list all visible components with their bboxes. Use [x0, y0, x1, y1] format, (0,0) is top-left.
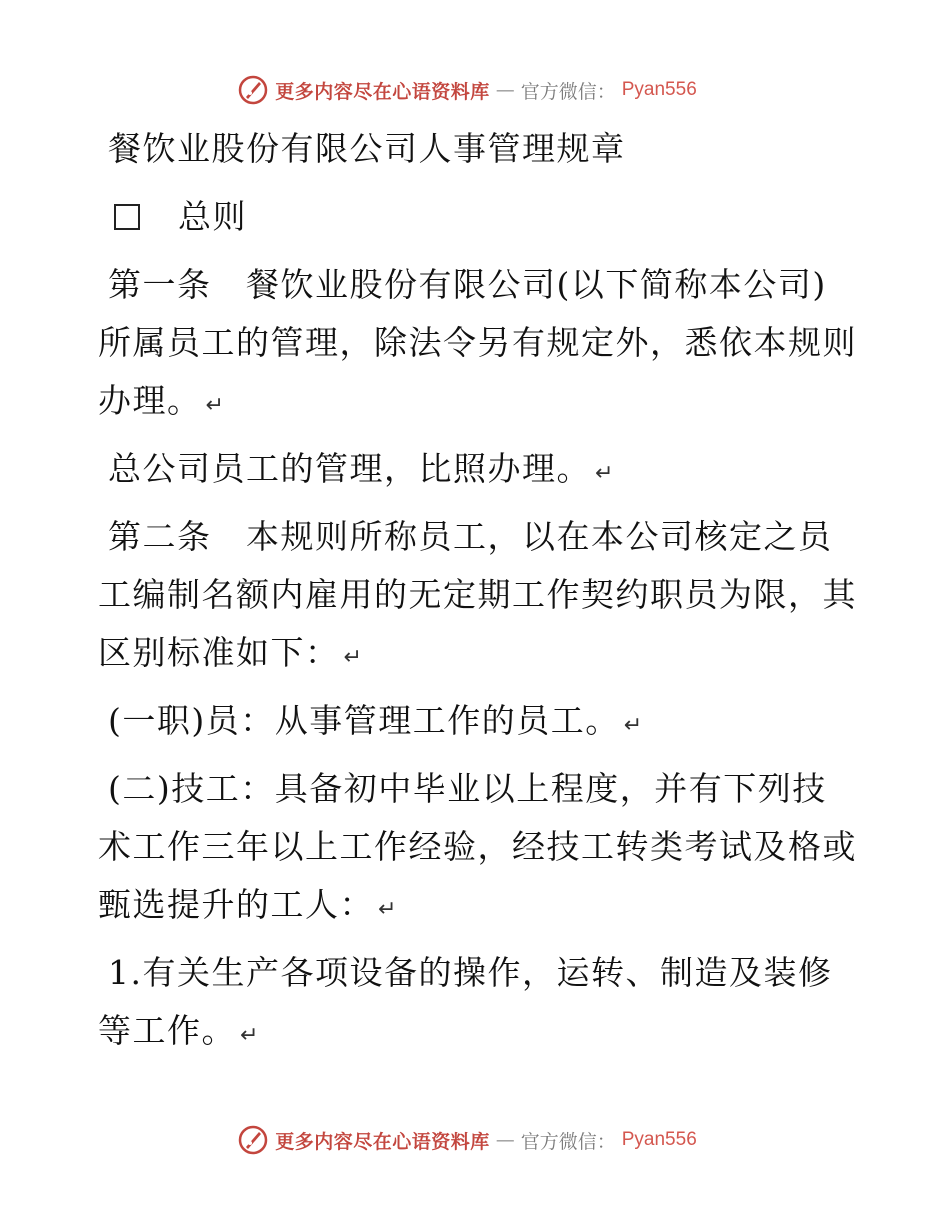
subitem-1-line-2: 等工作。 ↵ [98, 1011, 259, 1050]
footer-banner [0, 1120, 950, 1160]
article-1-line-2: 所属员工的管理，除法令另有规定外，悉依本规则 [98, 323, 857, 362]
article-2-line-1: 第二条 本规则所称员工，以在本公司核定之员 [108, 517, 833, 556]
paragraph-mark-icon: ↵ [240, 1023, 259, 1048]
banner-slogan: 更多内容尽在心语资料库 [275, 1130, 490, 1153]
header-banner [0, 70, 950, 110]
banner-slogan: 更多内容尽在心语资料库 [275, 80, 490, 103]
paragraph-mark-icon: ↵ [378, 897, 397, 922]
item-2-line-2: 术工作三年以上工作经验，经技工转类考试及格或 [98, 827, 857, 866]
document-title: 餐饮业股份有限公司人事管理规章 [108, 129, 626, 168]
paragraph-mark-icon: ↵ [595, 461, 614, 486]
banner-wechat-id: Pyan556 [621, 1129, 697, 1150]
paragraph-mark-icon: ↵ [623, 713, 643, 738]
article-2-line-3: 区别标准如下： ↵ [98, 633, 362, 672]
article-1-line-1: 第一条 餐饮业股份有限公司(以下简称本公司) [108, 265, 827, 304]
quill-logo-icon [237, 1124, 269, 1156]
document-body [98, 120, 858, 1060]
banner-content [237, 1124, 697, 1156]
article-1-line-4: 总公司员工的管理，比照办理。 ↵ [108, 449, 614, 488]
checkbox-square-icon [114, 204, 140, 230]
banner-dash: — [495, 79, 515, 101]
item-2-line-1: (二)技工：具备初中毕业以上程度，并有下列技 [108, 769, 827, 808]
banner-wechat-label: 官方微信： [520, 80, 616, 103]
article-1-line-3: 办理。 ↵ [98, 381, 224, 420]
item-2-line-3: 甄选提升的工人： ↵ [98, 885, 397, 924]
paragraph-mark-icon: ↵ [343, 645, 362, 670]
article-2-line-2: 工编制名额内雇用的无定期工作契约职员为限，其 [98, 575, 857, 614]
quill-logo-icon [237, 74, 269, 106]
subitem-1-line-1: 1.有关生产各项设备的操作，运转、制造及装修 [108, 953, 833, 992]
paragraph-mark-icon: ↵ [205, 393, 224, 418]
banner-wechat-label: 官方微信： [520, 1130, 616, 1153]
banner-dash: — [495, 1129, 515, 1151]
banner-wechat-id: Pyan556 [621, 79, 697, 100]
banner-content [237, 74, 697, 106]
section-heading: 总则 [98, 188, 858, 246]
item-1-line-1: (一职)员：从事管理工作的员工。 ↵ [108, 701, 643, 740]
